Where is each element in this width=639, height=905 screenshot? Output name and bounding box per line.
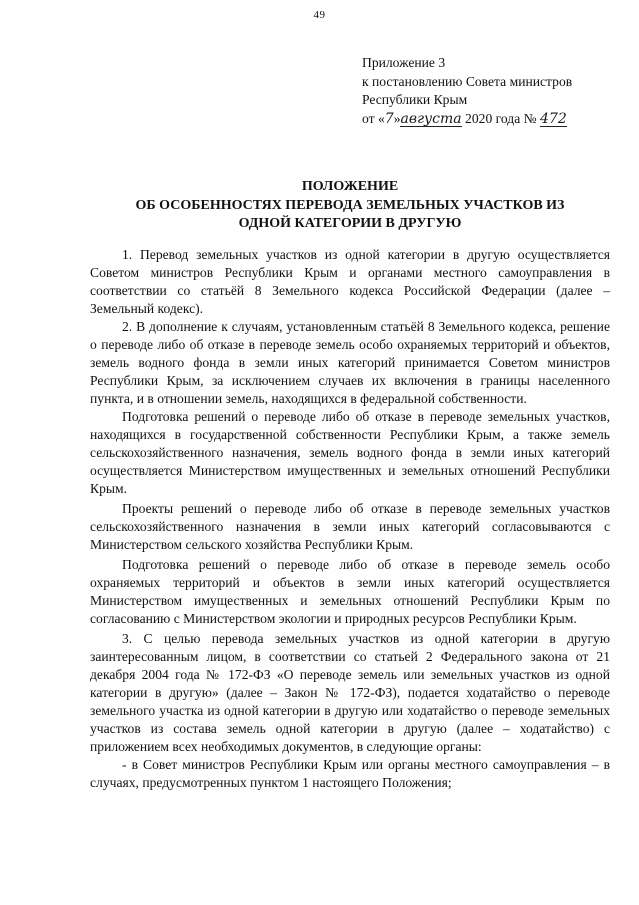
document-body [90,246,610,792]
paragraph-7: - в Совет министров Республики Крым или органы местного самоуправления – в случаях, предусмотренных пунктом 1 настоящего Положения; [90,757,610,790]
appendix-line-2: к постановлению Совета министров [362,73,573,89]
page-number: 49 [313,9,326,21]
paragraph-3: Подготовка решений о переводе либо об отказе в переводе земельных участков, находящихся в государственной собственности Республики Крым, а также земель сельскохозяйственного назначения, земель водного фонда в земли иных категорий осуществляется Министерством имущественных и земельных отношений Республики Крым. [90,409,610,496]
handwritten-month: августа [400,110,462,127]
paragraph-4: Проекты решений о переводе либо об отказе в переводе земельных участков сельскохозяйственного назначения в земли иных категорий согласовываются с Министерством сельского хозяйства Республики Крым. [90,501,610,552]
appendix-header [362,54,632,128]
date-year: 2020 года № [465,110,537,126]
date-mid: » [393,110,401,126]
paragraph-1: 1. Перевод земельных участков из одной категории в другую осуществляется Советом министров Республики Крым и органами местного самоуправления в соответствии со статьёй 8 Земельного кодекса Российской Федерации (далее – Земельный кодекс). [90,247,610,316]
paragraph-5: Подготовка решений о переводе либо об отказе в переводе земель особо охраняемых территорий и объектов в земли иных категорий осуществляется Министерством имущественных и земельных отношений Республики Крым по согласованию с Министерством экологии и природных ресурсов Республики Крым. [90,557,610,626]
appendix-line-3: Республики Крым [362,92,468,107]
title-line-2: ОБ ОСОБЕННОСТЯХ ПЕРЕВОДА ЗЕМЕЛЬНЫХ УЧАСТКОВ ИЗ [135,197,565,213]
title-line-3: ОДНОЙ КАТЕГОРИИ В ДРУГУЮ [238,216,462,231]
date-prefix: от « [362,110,385,126]
title-line-1: ПОЛОЖЕНИЕ [301,179,399,194]
paragraph-2: 2. В дополнение к случаям, установленным статьёй 8 Земельного кодекса, решение о переводе либо об отказе в переводе земель особо охраняемых территорий и объектов, земель водного фонда в земли иных категорий принимается Советом министров Республики Крым, за исключением случаев их включения в границы населенного пункта, и в отношении земель, находящихся в федеральной собственности. [90,319,610,406]
document-title [60,178,639,234]
appendix-line-1: Приложение 3 [362,55,446,70]
handwritten-day: 7 [384,110,394,127]
appendix-date-line [362,110,632,129]
paragraph-6: 3. С целью перевода земельных участков из одной категории в другую заинтересованным лицом, в соответствии со статьей 2 Федерального закона от 21 декабря 2004 года № 172-ФЗ «О переводе земель или земельных участков из одной категории в другую» (далее – Закон № 172-ФЗ), подается ходатайство о переводе земельного участка из одной категории в другую или ходатайство о переводе земельных участков из состава земель одной категории в другую (далее – ходатайство) с приложением всех необходимых документов, в следующие органы: [90,631,610,754]
handwritten-doc-number: 472 [540,110,567,127]
